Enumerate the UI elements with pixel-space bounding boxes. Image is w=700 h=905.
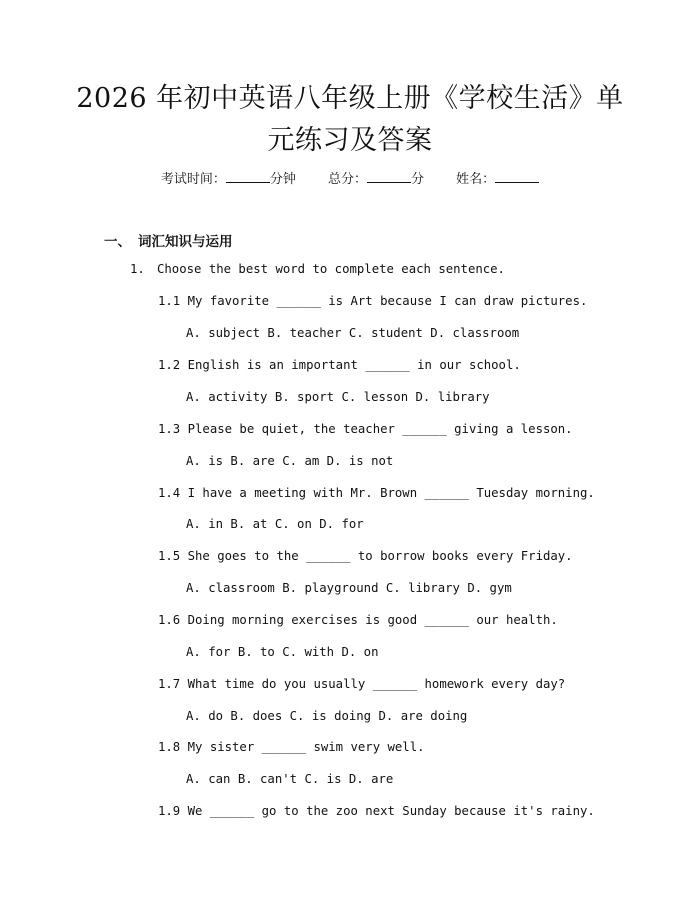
exam-time-field [161, 168, 296, 187]
instruction [130, 262, 505, 276]
options-1-6: A. for B. to C. with D. on [186, 645, 379, 659]
exam-info-row [0, 168, 700, 187]
question-1-4: 1.4 I have a meeting with Mr. Brown ______ Tuesday morning. [158, 486, 595, 500]
options-1-8: A. can B. can't C. is D. are [186, 772, 394, 786]
options-1-1: A. subject B. teacher C. student D. classroom [186, 326, 520, 340]
section-title: 词汇知识与运用 [138, 234, 233, 250]
question-1-2: 1.2 English is an important ______ in our school. [158, 358, 521, 372]
question-1-1: 1.1 My favorite ______ is Art because I can draw pictures. [158, 294, 588, 308]
instruction-number: 1. [130, 262, 145, 276]
question-1-8: 1.8 My sister ______ swim very well. [158, 740, 425, 754]
title-line-1: 2026 年初中英语八年级上册《学校生活》单 [76, 83, 624, 114]
options-1-2: A. activity B. sport C. lesson D. library [186, 390, 490, 404]
options-1-5: A. classroom B. playground C. library D. gym [186, 581, 512, 595]
title-line-2: 元练习及答案 [267, 125, 433, 156]
exam-time-blank [226, 170, 270, 183]
options-1-7: A. do B. does C. is doing D. are doing [186, 709, 468, 723]
question-1-5: 1.5 She goes to the ______ to borrow books every Friday. [158, 549, 573, 563]
total-score-field [328, 168, 424, 187]
question-1-9: 1.9 We ______ go to the zoo next Sunday because it's rainy. [158, 804, 595, 818]
options-1-4: A. in B. at C. on D. for [186, 517, 364, 531]
exam-time-label: 考试时间： [160, 172, 226, 187]
total-score-label: 总分： [327, 172, 367, 187]
section-number: 一、 [104, 234, 131, 250]
question-1-3: 1.3 Please be quiet, the teacher ______ giving a lesson. [158, 422, 573, 436]
instruction-text: Choose the best word to complete each sentence. [157, 262, 505, 276]
page-title [70, 78, 630, 162]
options-1-3: A. is B. are C. am D. is not [186, 454, 394, 468]
exam-time-unit: 分钟 [269, 172, 296, 187]
section-heading [104, 230, 233, 250]
student-name-field [456, 168, 539, 187]
student-name-label: 姓名： [456, 172, 496, 187]
total-score-unit: 分 [411, 172, 425, 187]
question-1-7: 1.7 What time do you usually ______ homework every day? [158, 677, 566, 691]
total-score-blank [367, 170, 411, 183]
student-name-blank [495, 170, 539, 183]
question-1-6: 1.6 Doing morning exercises is good ______ our health. [158, 613, 558, 627]
